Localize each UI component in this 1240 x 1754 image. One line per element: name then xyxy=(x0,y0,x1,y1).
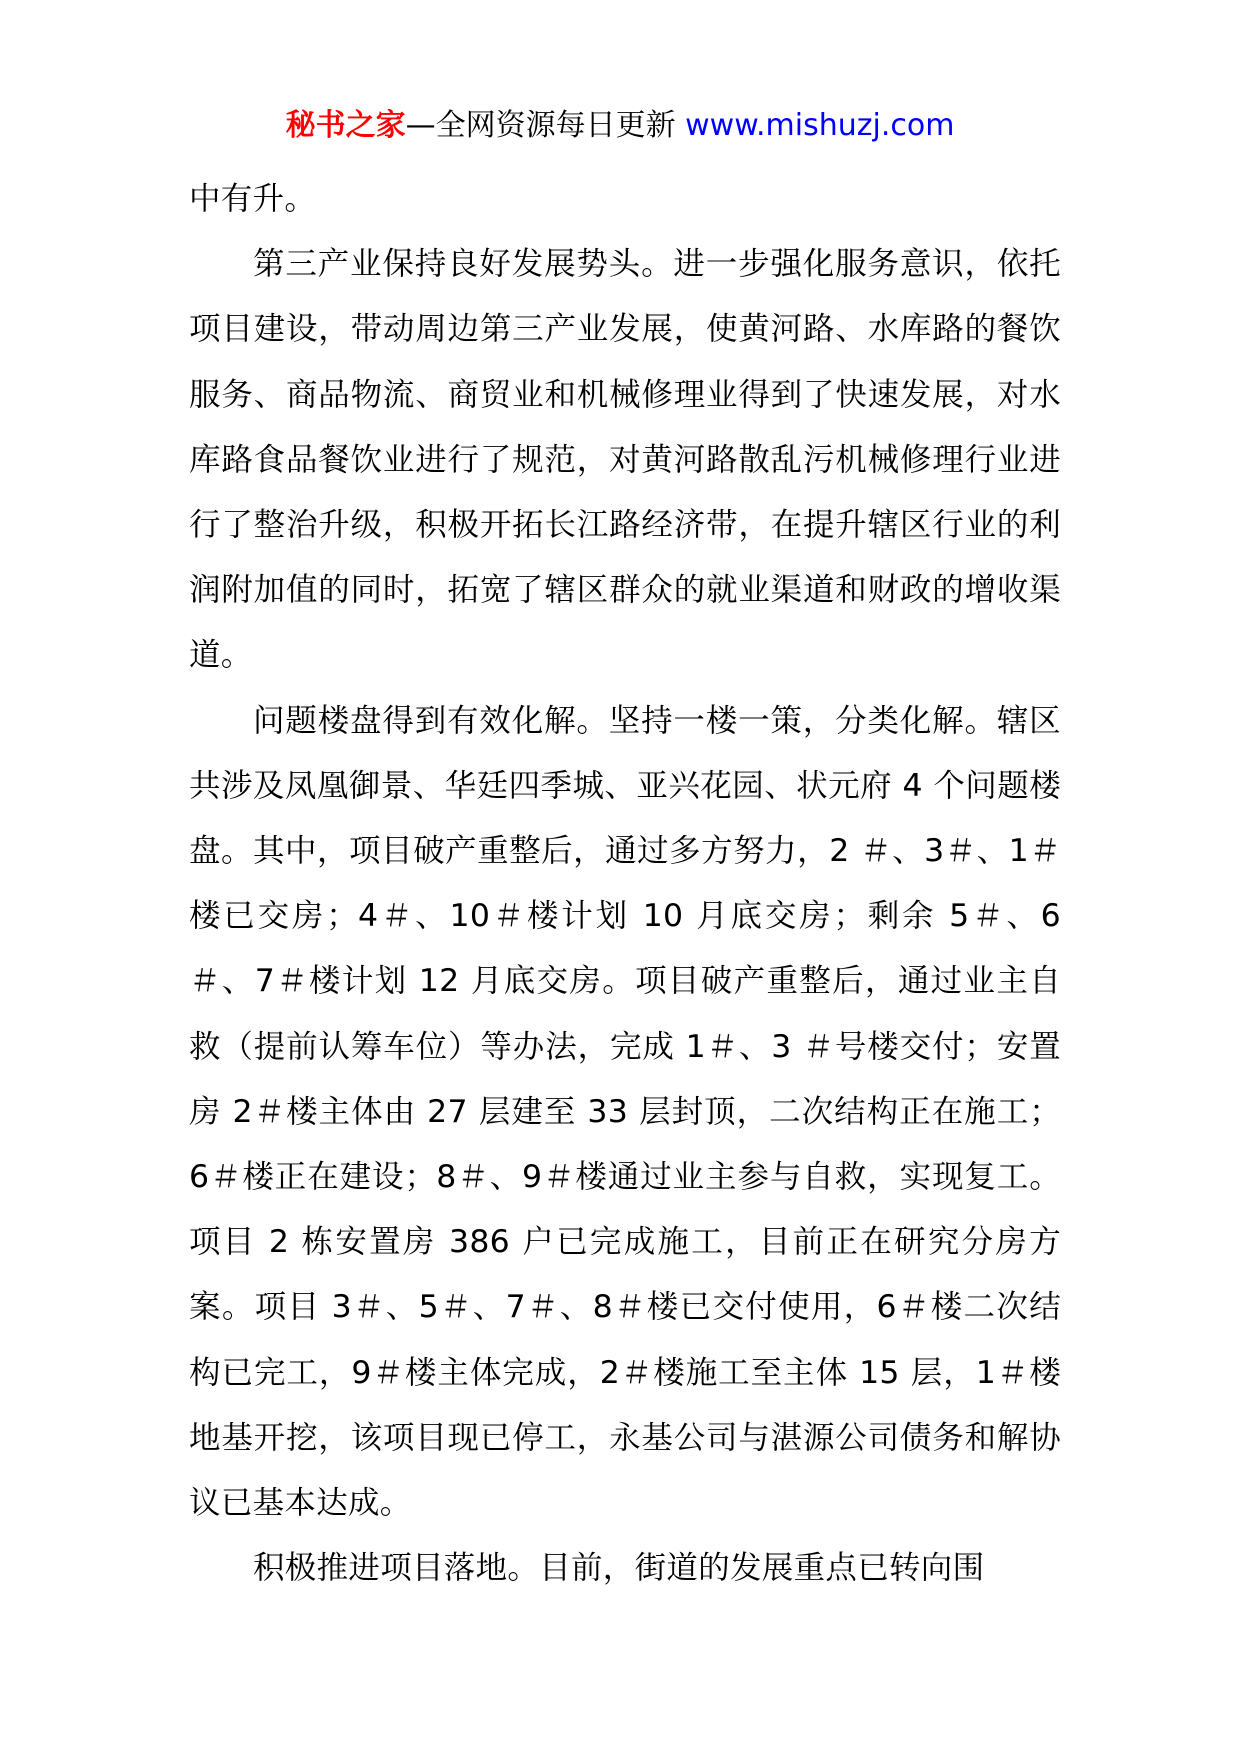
paragraph-problem-buildings: 问题楼盘得到有效化解。坚持一楼一策，分类化解。辖区共涉及凤凰御景、华廷四季城、亚兴花园、状元府 4 个问题楼盘。其中，项目破产重整后，通过多方努力，2 ＃、3＃、1＃楼已交房；4＃、10＃楼计划 10 月底交房；剩余 5＃、6＃、7＃楼计划 12 月底交房。项目破产重整后，通过业主自救（提前认筹车位）等办法，完成 1＃、3 ＃号楼交付；安置房 2＃楼主体由 27 层建至 33 层封顶，二次结构正在施工；6＃楼正在建设；8＃、9＃楼通过业主参与自救，实现复工。项目 2 栋安置房 386 户已完成施工，目前正在研究分房方案。项目 3＃、5＃、7＃、8＃楼已交付使用，6＃楼二次结构已完工，9＃楼主体完成，2＃楼施工至主体 15 层，1＃楼地基开挖，该项目现已停工，永基公司与湛源公司债务和解协议已基本达成。 xyxy=(189,702,1061,1522)
header-url-link[interactable]: www.mishuzj.com xyxy=(685,108,955,143)
document-body xyxy=(189,167,1061,1601)
paragraph-project-landing: 积极推进项目落地。目前，街道的发展重点已转向围 xyxy=(253,1550,985,1587)
header-brand: 秘书之家 xyxy=(285,108,406,143)
paragraph-continuation: 中有升。 xyxy=(189,181,317,217)
paragraph-tertiary-industry: 第三产业保持良好发展势头。进一步强化服务意识，依托项目建设，带动周边第三产业发展，使黄河路、水库路的餐饮服务、商品物流、商贸业和机械修理业得到了快速发展，对水库路食品餐饮业进行了规范，对黄河路散乱污机械修理行业进行了整治升级，积极开拓长江路经济带，在提升辖区行业的利润附加值的同时，拓宽了辖区群众的就业渠道和财政的增收渠道。 xyxy=(189,246,1061,674)
header-tagline: —全网资源每日更新 xyxy=(405,108,686,143)
page-header xyxy=(0,104,1240,148)
